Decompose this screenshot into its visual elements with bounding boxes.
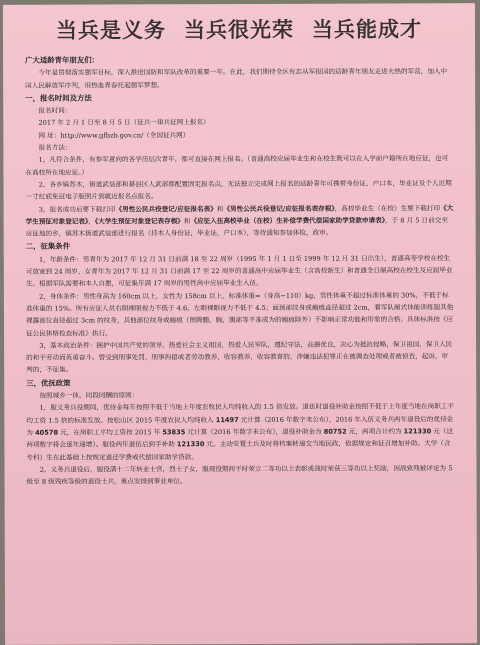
title-part-1: 当兵是义务 [55, 18, 167, 43]
condition-age: 1，年龄条件：男青年为 2017 年 12 月 31 日前满 18 至 22 周岁（1995 年 1 月 1 日至 1999 年 12 月 31 日出生），普通高等学校在校生可放宽到 24 周岁，女青年为 2017 年 12 月 31 日前满 17 至 22 周岁的普通高中应届毕业生（含高校新生）和普通全日制高校在校生及应届毕业生。根据军队需要和本人自愿，可征集年满 17 周岁的男性高中应届毕业生入伍。 [25, 254, 453, 289]
form-student-registration-stub: 《大学生预征对象登记表存根》 [94, 217, 184, 226]
benefit-1-text-d: 元计算（2016 年数字未公布），退役补助金为 [185, 427, 324, 437]
time-value: 2017 年 2 月 1 日至 8 月 5 日（征兵一律兵征网上报名） [38, 118, 210, 128]
benefit-1-text-a: 1，服义务兵役期间，优待金每年按照不低于当地上年度农牧民人均纯收入的 1.5 倍发放。退伍时退役补助金按照不低于上年度当地在岗职工平均工资 1.5 倍的标准发放。按松山区 2015 年度农民人均纯收入 [26, 402, 454, 425]
benefit-1-text-c: 元，在岗职工平均工资按 2015 年 [58, 428, 163, 437]
greeting: 广大适龄青年朋友们： [25, 55, 100, 65]
method-3 [26, 202, 454, 240]
benefits-lead: 按照城乡一体，同段同酬的原则： [39, 391, 139, 400]
value-total-received: 121330 [176, 440, 205, 449]
condition-political: 3，基本政治条件：拥护中国共产党的领导，热爱社会主义祖国，热爱人民军队，遵纪守法，品德优良，决心为抵抗侵略，保卫祖国，保卫人民的和平劳动而英勇奋斗。曾受到刑事处罚，刑事拘留或者劳动教养，收容教养，收容教育的，涉嫌违法犯罪正在被调查处理或者被侦查，起诉，审判的，不征集。 [26, 340, 453, 375]
benefit-1-text-e: 元，两项合计约为 [346, 427, 404, 436]
title-part-3: 当兵能成才 [311, 17, 423, 42]
value-retirement-subsidy: 80752 [323, 427, 347, 436]
section-heading-benefits: 三，优抚政策 [26, 378, 71, 388]
method-3-text-a: 3，报名成功后要下载打印 [38, 204, 116, 214]
benefit-1-text-f: 元（这两项数字将会逐年递增）。服役两年退伍后到手补助 [26, 427, 454, 449]
benefit-1-text-g: 元。主动安置士兵及时将档案转递交当地民政，依据规定和征召增加补助。大学（含专科）生在此基础上按规定退还学费或代偿国家助学贷款。 [26, 439, 451, 462]
form-tuition-compensation: 《应征入伍高校毕业（在校）生补偿学费代偿国家助学贷款申请表》 [190, 216, 386, 226]
recruitment-notice-sheet [3, 3, 477, 645]
benefit-1-text-b: 元计算（2016 年数字未公布），2016 年入伍义务兵两年退役后的优待金为 [26, 414, 454, 437]
method-3-text-f: ，于 8 月 5 日前交至应征地的乡，镇苏木街道武装部进行报名（持本人身份证，毕业证，户口本），等待通知参加体检，政审。 [25, 216, 448, 238]
value-allowance: 40578 [35, 428, 59, 437]
method-3-text-d: ， [88, 217, 95, 226]
section-heading-registration: 一，报名时间及方法 [25, 93, 92, 103]
notice-body [3, 43, 477, 488]
intro-paragraph: 今年是贯彻落实强军目标，深入推进国防和军队改革的重要一年。在此，我们期待全区有志从军报国的适龄青年朋友走进火热的军营，加入中国人民解放军序列，用热血青春托起强军梦想。 [25, 67, 448, 90]
form-male-registration-stub: 《男性公民兵役登记/应征报名表存根》 [223, 204, 335, 213]
benefit-2: 2，义务兵退役后，服役满十二年转业士官，烈士子女，服现役期间平时荣立二等功以上表彰或战时荣获三等功以上奖励，因战致残被评定为 5 级至 8 级残疾等级的退役士兵，重点安排到事业单位。 [26, 464, 453, 486]
value-farmer-income: 11497 [215, 415, 239, 424]
form-male-registration: 《男性公民兵役登记/应征报名表》 [115, 204, 217, 213]
condition-physical: 2，身体条件：男性身高为 160cm 以上，女性为 158cm 以上，标准体重=（身高−110）kg，男性体重不超过标准体重的 30%，不低于标准体重的 15%。所有应征人员右眼裸眼视力不低于 4.6，左眼裸眼视力不低于 4.5；面颈部纹身或瘢痕直径超过 2cm，着军队制式体能训练服其他裸露部位直径超过 3cm 的纹身，其他部位纹身或瘢痕（图腾髓，胸，腹部等不准成为的瘢痕除外）不影响正常功能和形象的合格；具体标准按《应征公民体格检查标准》执行。 [25, 290, 454, 338]
value-total: 121330 [403, 427, 432, 436]
method-2: 2，各乡镇苏木，街道武装部和綦县区人武部都配置固定报名点，无法独立完成网上报名的适龄青年可携带身份证，户口本，毕业证及个人近期一寸红底免冠电子版照片到就近报名点报名。 [25, 179, 452, 202]
method-label: 报名方法： [38, 143, 72, 152]
section-heading-conditions: 二，征集条件 [25, 242, 71, 252]
method-1: 1，凡符合条件，有参军意向的各学历层次青年，都可直接在网上报名。（普通高校应届毕业生和在校生既可以在入学前户籍所在地应征，也可在高校所在地应征。） [25, 154, 449, 177]
website-url: http://www.gfbzb.gov.cn/（全国征兵网） [60, 130, 190, 140]
method-3-text-e: 和 [183, 217, 191, 226]
form-student-registration: 《大学生预征对象登记表》 [25, 203, 454, 226]
value-average-wage: 53835 [162, 428, 186, 437]
notice-title [3, 13, 475, 45]
website-label: 网 址： [38, 131, 61, 140]
method-3-text-b: 和 [216, 204, 224, 213]
time-label: 报名时间： [38, 106, 72, 115]
title-part-2: 当兵很光荣 [183, 17, 295, 43]
benefit-1 [26, 401, 454, 464]
method-3-text-c: ，高校毕业生（在校）生要下载打印 [334, 203, 441, 213]
